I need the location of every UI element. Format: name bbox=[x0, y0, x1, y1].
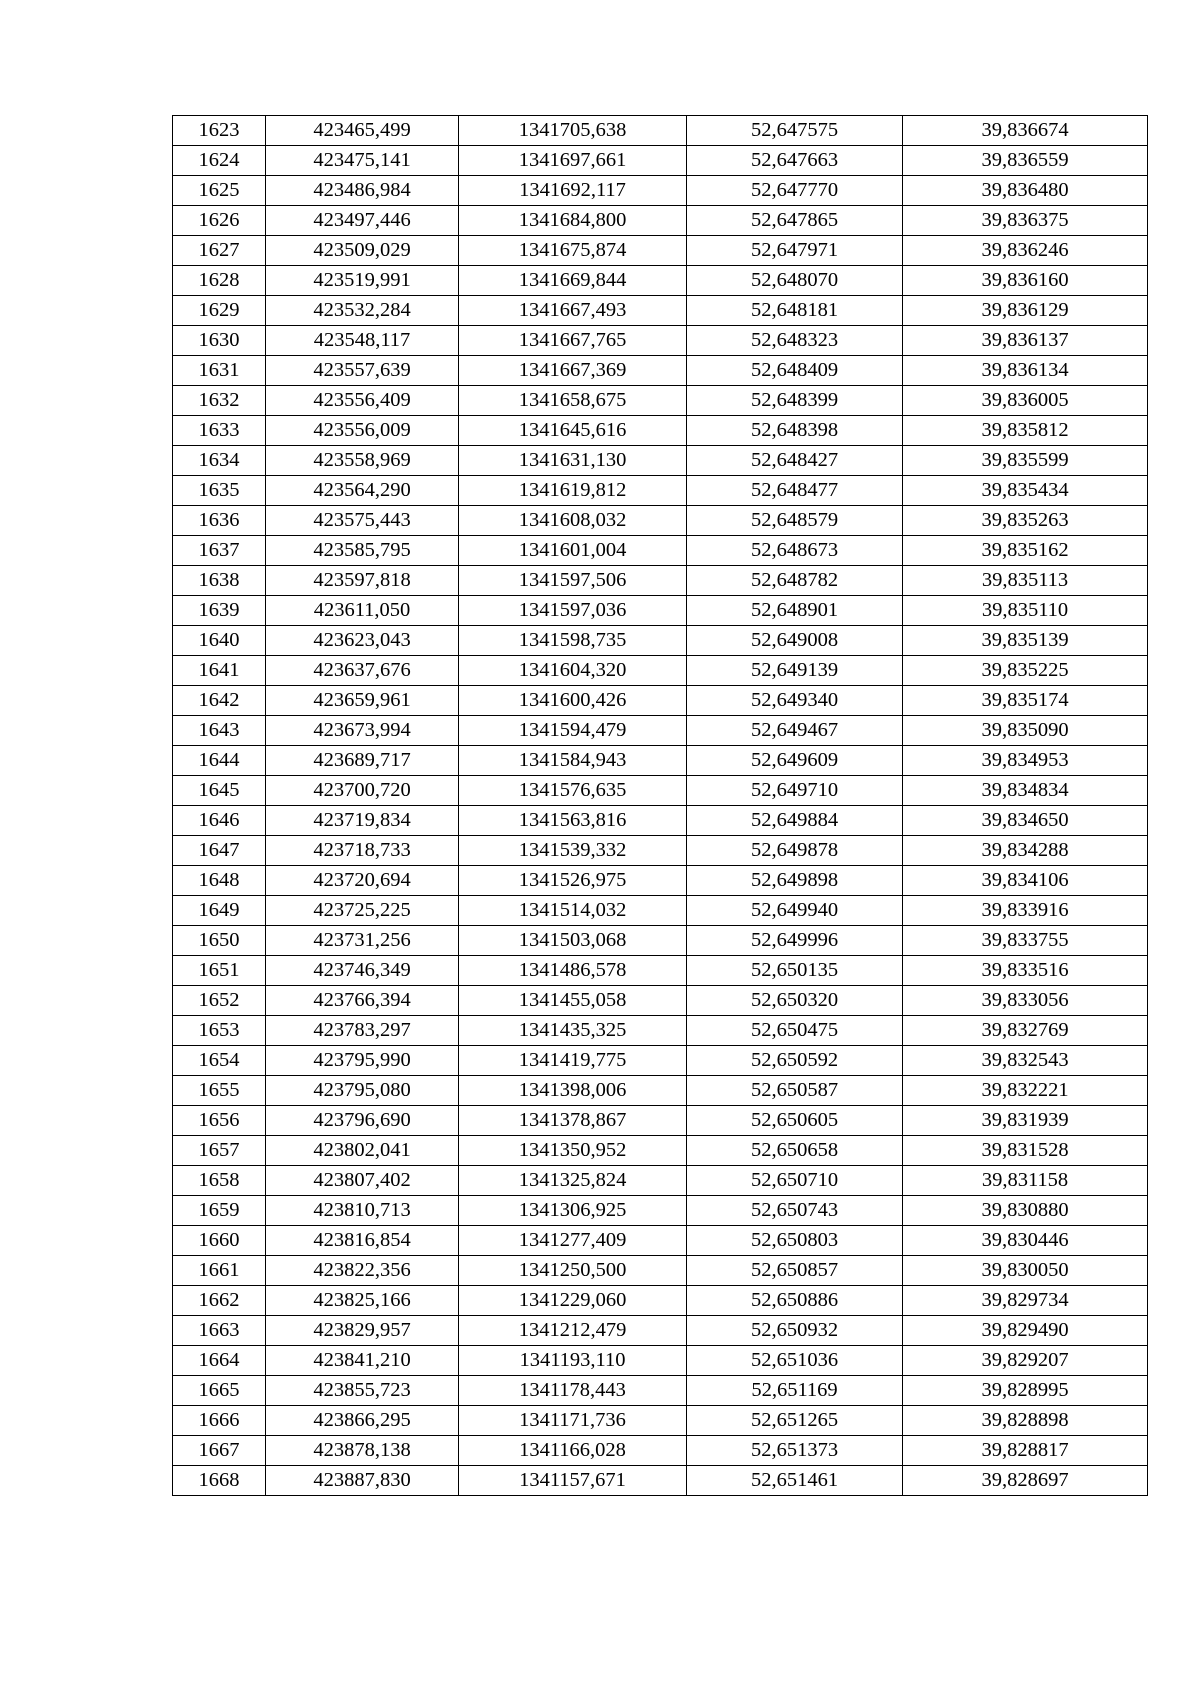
y-coordinate-cell: 1341166,028 bbox=[459, 1436, 687, 1466]
longitude-cell: 39,836246 bbox=[903, 236, 1148, 266]
table-row bbox=[173, 416, 1148, 446]
y-coordinate-cell: 1341277,409 bbox=[459, 1226, 687, 1256]
longitude-cell: 39,833516 bbox=[903, 956, 1148, 986]
longitude-cell: 39,835599 bbox=[903, 446, 1148, 476]
table-row bbox=[173, 116, 1148, 146]
point-number-cell: 1651 bbox=[173, 956, 266, 986]
y-coordinate-cell: 1341597,036 bbox=[459, 596, 687, 626]
x-coordinate-cell: 423796,690 bbox=[266, 1106, 459, 1136]
table-row bbox=[173, 506, 1148, 536]
latitude-cell: 52,647865 bbox=[687, 206, 903, 236]
table-row bbox=[173, 1226, 1148, 1256]
point-number-cell: 1635 bbox=[173, 476, 266, 506]
x-coordinate-cell: 423519,991 bbox=[266, 266, 459, 296]
longitude-cell: 39,836137 bbox=[903, 326, 1148, 356]
x-coordinate-cell: 423597,818 bbox=[266, 566, 459, 596]
x-coordinate-cell: 423532,284 bbox=[266, 296, 459, 326]
longitude-cell: 39,833056 bbox=[903, 986, 1148, 1016]
x-coordinate-cell: 423810,713 bbox=[266, 1196, 459, 1226]
latitude-cell: 52,647663 bbox=[687, 146, 903, 176]
table-row bbox=[173, 446, 1148, 476]
latitude-cell: 52,649710 bbox=[687, 776, 903, 806]
table-row bbox=[173, 356, 1148, 386]
x-coordinate-cell: 423575,443 bbox=[266, 506, 459, 536]
point-number-cell: 1667 bbox=[173, 1436, 266, 1466]
longitude-cell: 39,835113 bbox=[903, 566, 1148, 596]
y-coordinate-cell: 1341619,812 bbox=[459, 476, 687, 506]
longitude-cell: 39,834953 bbox=[903, 746, 1148, 776]
x-coordinate-cell: 423841,210 bbox=[266, 1346, 459, 1376]
x-coordinate-cell: 423673,994 bbox=[266, 716, 459, 746]
latitude-cell: 52,648673 bbox=[687, 536, 903, 566]
y-coordinate-cell: 1341675,874 bbox=[459, 236, 687, 266]
x-coordinate-cell: 423689,717 bbox=[266, 746, 459, 776]
x-coordinate-cell: 423486,984 bbox=[266, 176, 459, 206]
x-coordinate-cell: 423623,043 bbox=[266, 626, 459, 656]
y-coordinate-cell: 1341157,671 bbox=[459, 1466, 687, 1496]
longitude-cell: 39,836480 bbox=[903, 176, 1148, 206]
y-coordinate-cell: 1341539,332 bbox=[459, 836, 687, 866]
point-number-cell: 1664 bbox=[173, 1346, 266, 1376]
table-row bbox=[173, 1166, 1148, 1196]
y-coordinate-cell: 1341306,925 bbox=[459, 1196, 687, 1226]
point-number-cell: 1654 bbox=[173, 1046, 266, 1076]
longitude-cell: 39,834650 bbox=[903, 806, 1148, 836]
y-coordinate-cell: 1341667,493 bbox=[459, 296, 687, 326]
longitude-cell: 39,828817 bbox=[903, 1436, 1148, 1466]
y-coordinate-cell: 1341378,867 bbox=[459, 1106, 687, 1136]
latitude-cell: 52,648409 bbox=[687, 356, 903, 386]
table-row bbox=[173, 236, 1148, 266]
latitude-cell: 52,648070 bbox=[687, 266, 903, 296]
latitude-cell: 52,648477 bbox=[687, 476, 903, 506]
latitude-cell: 52,650658 bbox=[687, 1136, 903, 1166]
latitude-cell: 52,649467 bbox=[687, 716, 903, 746]
latitude-cell: 52,651169 bbox=[687, 1376, 903, 1406]
table-row bbox=[173, 656, 1148, 686]
point-number-cell: 1626 bbox=[173, 206, 266, 236]
latitude-cell: 52,648901 bbox=[687, 596, 903, 626]
latitude-cell: 52,648427 bbox=[687, 446, 903, 476]
longitude-cell: 39,835139 bbox=[903, 626, 1148, 656]
point-number-cell: 1660 bbox=[173, 1226, 266, 1256]
longitude-cell: 39,836005 bbox=[903, 386, 1148, 416]
longitude-cell: 39,836129 bbox=[903, 296, 1148, 326]
longitude-cell: 39,835162 bbox=[903, 536, 1148, 566]
table-row bbox=[173, 596, 1148, 626]
point-number-cell: 1647 bbox=[173, 836, 266, 866]
point-number-cell: 1639 bbox=[173, 596, 266, 626]
point-number-cell: 1652 bbox=[173, 986, 266, 1016]
longitude-cell: 39,836375 bbox=[903, 206, 1148, 236]
table-row bbox=[173, 806, 1148, 836]
point-number-cell: 1648 bbox=[173, 866, 266, 896]
latitude-cell: 52,648399 bbox=[687, 386, 903, 416]
longitude-cell: 39,829490 bbox=[903, 1316, 1148, 1346]
latitude-cell: 52,649884 bbox=[687, 806, 903, 836]
x-coordinate-cell: 423783,297 bbox=[266, 1016, 459, 1046]
table-row bbox=[173, 536, 1148, 566]
longitude-cell: 39,828697 bbox=[903, 1466, 1148, 1496]
point-number-cell: 1638 bbox=[173, 566, 266, 596]
point-number-cell: 1631 bbox=[173, 356, 266, 386]
x-coordinate-cell: 423611,050 bbox=[266, 596, 459, 626]
latitude-cell: 52,650135 bbox=[687, 956, 903, 986]
table-row bbox=[173, 1436, 1148, 1466]
x-coordinate-cell: 423465,499 bbox=[266, 116, 459, 146]
point-number-cell: 1632 bbox=[173, 386, 266, 416]
latitude-cell: 52,650587 bbox=[687, 1076, 903, 1106]
coordinates-table bbox=[172, 115, 1148, 1496]
point-number-cell: 1662 bbox=[173, 1286, 266, 1316]
longitude-cell: 39,830050 bbox=[903, 1256, 1148, 1286]
longitude-cell: 39,828995 bbox=[903, 1376, 1148, 1406]
point-number-cell: 1642 bbox=[173, 686, 266, 716]
y-coordinate-cell: 1341631,130 bbox=[459, 446, 687, 476]
x-coordinate-cell: 423637,676 bbox=[266, 656, 459, 686]
longitude-cell: 39,835263 bbox=[903, 506, 1148, 536]
point-number-cell: 1627 bbox=[173, 236, 266, 266]
y-coordinate-cell: 1341193,110 bbox=[459, 1346, 687, 1376]
latitude-cell: 52,647971 bbox=[687, 236, 903, 266]
longitude-cell: 39,830880 bbox=[903, 1196, 1148, 1226]
y-coordinate-cell: 1341669,844 bbox=[459, 266, 687, 296]
point-number-cell: 1650 bbox=[173, 926, 266, 956]
point-number-cell: 1623 bbox=[173, 116, 266, 146]
table-row bbox=[173, 206, 1148, 236]
y-coordinate-cell: 1341526,975 bbox=[459, 866, 687, 896]
y-coordinate-cell: 1341350,952 bbox=[459, 1136, 687, 1166]
table-row bbox=[173, 1106, 1148, 1136]
latitude-cell: 52,647770 bbox=[687, 176, 903, 206]
longitude-cell: 39,836674 bbox=[903, 116, 1148, 146]
latitude-cell: 52,650886 bbox=[687, 1286, 903, 1316]
latitude-cell: 52,650803 bbox=[687, 1226, 903, 1256]
point-number-cell: 1641 bbox=[173, 656, 266, 686]
y-coordinate-cell: 1341398,006 bbox=[459, 1076, 687, 1106]
point-number-cell: 1658 bbox=[173, 1166, 266, 1196]
point-number-cell: 1630 bbox=[173, 326, 266, 356]
longitude-cell: 39,829734 bbox=[903, 1286, 1148, 1316]
longitude-cell: 39,833755 bbox=[903, 926, 1148, 956]
x-coordinate-cell: 423497,446 bbox=[266, 206, 459, 236]
table-row bbox=[173, 476, 1148, 506]
y-coordinate-cell: 1341645,616 bbox=[459, 416, 687, 446]
y-coordinate-cell: 1341601,004 bbox=[459, 536, 687, 566]
y-coordinate-cell: 1341171,736 bbox=[459, 1406, 687, 1436]
y-coordinate-cell: 1341584,943 bbox=[459, 746, 687, 776]
latitude-cell: 52,650857 bbox=[687, 1256, 903, 1286]
latitude-cell: 52,649609 bbox=[687, 746, 903, 776]
x-coordinate-cell: 423807,402 bbox=[266, 1166, 459, 1196]
latitude-cell: 52,651373 bbox=[687, 1436, 903, 1466]
x-coordinate-cell: 423766,394 bbox=[266, 986, 459, 1016]
table-row bbox=[173, 1406, 1148, 1436]
y-coordinate-cell: 1341212,479 bbox=[459, 1316, 687, 1346]
table-row bbox=[173, 1376, 1148, 1406]
longitude-cell: 39,835110 bbox=[903, 596, 1148, 626]
y-coordinate-cell: 1341563,816 bbox=[459, 806, 687, 836]
point-number-cell: 1657 bbox=[173, 1136, 266, 1166]
table-row bbox=[173, 1316, 1148, 1346]
longitude-cell: 39,831939 bbox=[903, 1106, 1148, 1136]
x-coordinate-cell: 423475,141 bbox=[266, 146, 459, 176]
x-coordinate-cell: 423829,957 bbox=[266, 1316, 459, 1346]
x-coordinate-cell: 423866,295 bbox=[266, 1406, 459, 1436]
x-coordinate-cell: 423746,349 bbox=[266, 956, 459, 986]
y-coordinate-cell: 1341435,325 bbox=[459, 1016, 687, 1046]
x-coordinate-cell: 423585,795 bbox=[266, 536, 459, 566]
point-number-cell: 1640 bbox=[173, 626, 266, 656]
latitude-cell: 52,650320 bbox=[687, 986, 903, 1016]
x-coordinate-cell: 423564,290 bbox=[266, 476, 459, 506]
point-number-cell: 1653 bbox=[173, 1016, 266, 1046]
point-number-cell: 1644 bbox=[173, 746, 266, 776]
longitude-cell: 39,835225 bbox=[903, 656, 1148, 686]
latitude-cell: 52,650605 bbox=[687, 1106, 903, 1136]
y-coordinate-cell: 1341598,735 bbox=[459, 626, 687, 656]
table-row bbox=[173, 1256, 1148, 1286]
longitude-cell: 39,831158 bbox=[903, 1166, 1148, 1196]
latitude-cell: 52,650932 bbox=[687, 1316, 903, 1346]
latitude-cell: 52,649996 bbox=[687, 926, 903, 956]
x-coordinate-cell: 423802,041 bbox=[266, 1136, 459, 1166]
longitude-cell: 39,831528 bbox=[903, 1136, 1148, 1166]
latitude-cell: 52,649940 bbox=[687, 896, 903, 926]
table-row bbox=[173, 776, 1148, 806]
latitude-cell: 52,650475 bbox=[687, 1016, 903, 1046]
y-coordinate-cell: 1341455,058 bbox=[459, 986, 687, 1016]
point-number-cell: 1665 bbox=[173, 1376, 266, 1406]
latitude-cell: 52,648323 bbox=[687, 326, 903, 356]
x-coordinate-cell: 423878,138 bbox=[266, 1436, 459, 1466]
table-row bbox=[173, 866, 1148, 896]
table-row bbox=[173, 1196, 1148, 1226]
longitude-cell: 39,834288 bbox=[903, 836, 1148, 866]
table-row bbox=[173, 626, 1148, 656]
y-coordinate-cell: 1341604,320 bbox=[459, 656, 687, 686]
point-number-cell: 1659 bbox=[173, 1196, 266, 1226]
table-row bbox=[173, 1466, 1148, 1496]
table-row bbox=[173, 1136, 1148, 1166]
coordinates-table-body bbox=[173, 116, 1148, 1496]
latitude-cell: 52,651461 bbox=[687, 1466, 903, 1496]
x-coordinate-cell: 423887,830 bbox=[266, 1466, 459, 1496]
longitude-cell: 39,832543 bbox=[903, 1046, 1148, 1076]
point-number-cell: 1637 bbox=[173, 536, 266, 566]
longitude-cell: 39,832221 bbox=[903, 1076, 1148, 1106]
latitude-cell: 52,649340 bbox=[687, 686, 903, 716]
x-coordinate-cell: 423720,694 bbox=[266, 866, 459, 896]
latitude-cell: 52,650592 bbox=[687, 1046, 903, 1076]
longitude-cell: 39,836134 bbox=[903, 356, 1148, 386]
table-row bbox=[173, 176, 1148, 206]
latitude-cell: 52,648181 bbox=[687, 296, 903, 326]
point-number-cell: 1628 bbox=[173, 266, 266, 296]
x-coordinate-cell: 423731,256 bbox=[266, 926, 459, 956]
table-row bbox=[173, 326, 1148, 356]
point-number-cell: 1629 bbox=[173, 296, 266, 326]
table-row bbox=[173, 266, 1148, 296]
point-number-cell: 1636 bbox=[173, 506, 266, 536]
x-coordinate-cell: 423700,720 bbox=[266, 776, 459, 806]
longitude-cell: 39,835174 bbox=[903, 686, 1148, 716]
y-coordinate-cell: 1341667,765 bbox=[459, 326, 687, 356]
point-number-cell: 1633 bbox=[173, 416, 266, 446]
x-coordinate-cell: 423855,723 bbox=[266, 1376, 459, 1406]
table-row bbox=[173, 686, 1148, 716]
longitude-cell: 39,835434 bbox=[903, 476, 1148, 506]
y-coordinate-cell: 1341229,060 bbox=[459, 1286, 687, 1316]
table-row bbox=[173, 1016, 1148, 1046]
point-number-cell: 1625 bbox=[173, 176, 266, 206]
table-row bbox=[173, 296, 1148, 326]
x-coordinate-cell: 423795,080 bbox=[266, 1076, 459, 1106]
y-coordinate-cell: 1341419,775 bbox=[459, 1046, 687, 1076]
point-number-cell: 1634 bbox=[173, 446, 266, 476]
latitude-cell: 52,649878 bbox=[687, 836, 903, 866]
longitude-cell: 39,833916 bbox=[903, 896, 1148, 926]
table-row bbox=[173, 896, 1148, 926]
y-coordinate-cell: 1341692,117 bbox=[459, 176, 687, 206]
x-coordinate-cell: 423825,166 bbox=[266, 1286, 459, 1316]
y-coordinate-cell: 1341250,500 bbox=[459, 1256, 687, 1286]
table-row bbox=[173, 716, 1148, 746]
x-coordinate-cell: 423718,733 bbox=[266, 836, 459, 866]
x-coordinate-cell: 423816,854 bbox=[266, 1226, 459, 1256]
y-coordinate-cell: 1341325,824 bbox=[459, 1166, 687, 1196]
point-number-cell: 1663 bbox=[173, 1316, 266, 1346]
y-coordinate-cell: 1341597,506 bbox=[459, 566, 687, 596]
y-coordinate-cell: 1341178,443 bbox=[459, 1376, 687, 1406]
point-number-cell: 1655 bbox=[173, 1076, 266, 1106]
x-coordinate-cell: 423719,834 bbox=[266, 806, 459, 836]
x-coordinate-cell: 423822,356 bbox=[266, 1256, 459, 1286]
point-number-cell: 1668 bbox=[173, 1466, 266, 1496]
point-number-cell: 1666 bbox=[173, 1406, 266, 1436]
longitude-cell: 39,835090 bbox=[903, 716, 1148, 746]
table-row bbox=[173, 1046, 1148, 1076]
point-number-cell: 1646 bbox=[173, 806, 266, 836]
longitude-cell: 39,828898 bbox=[903, 1406, 1148, 1436]
table-row bbox=[173, 386, 1148, 416]
table-row bbox=[173, 566, 1148, 596]
y-coordinate-cell: 1341705,638 bbox=[459, 116, 687, 146]
longitude-cell: 39,830446 bbox=[903, 1226, 1148, 1256]
latitude-cell: 52,648579 bbox=[687, 506, 903, 536]
y-coordinate-cell: 1341684,800 bbox=[459, 206, 687, 236]
y-coordinate-cell: 1341576,635 bbox=[459, 776, 687, 806]
point-number-cell: 1624 bbox=[173, 146, 266, 176]
longitude-cell: 39,836160 bbox=[903, 266, 1148, 296]
x-coordinate-cell: 423659,961 bbox=[266, 686, 459, 716]
point-number-cell: 1643 bbox=[173, 716, 266, 746]
x-coordinate-cell: 423548,117 bbox=[266, 326, 459, 356]
latitude-cell: 52,648782 bbox=[687, 566, 903, 596]
x-coordinate-cell: 423556,409 bbox=[266, 386, 459, 416]
point-number-cell: 1649 bbox=[173, 896, 266, 926]
y-coordinate-cell: 1341667,369 bbox=[459, 356, 687, 386]
table-row bbox=[173, 146, 1148, 176]
table-row bbox=[173, 926, 1148, 956]
x-coordinate-cell: 423558,969 bbox=[266, 446, 459, 476]
latitude-cell: 52,651265 bbox=[687, 1406, 903, 1436]
x-coordinate-cell: 423556,009 bbox=[266, 416, 459, 446]
latitude-cell: 52,647575 bbox=[687, 116, 903, 146]
latitude-cell: 52,649008 bbox=[687, 626, 903, 656]
y-coordinate-cell: 1341514,032 bbox=[459, 896, 687, 926]
table-row bbox=[173, 956, 1148, 986]
latitude-cell: 52,648398 bbox=[687, 416, 903, 446]
y-coordinate-cell: 1341658,675 bbox=[459, 386, 687, 416]
x-coordinate-cell: 423509,029 bbox=[266, 236, 459, 266]
longitude-cell: 39,835812 bbox=[903, 416, 1148, 446]
latitude-cell: 52,650710 bbox=[687, 1166, 903, 1196]
y-coordinate-cell: 1341594,479 bbox=[459, 716, 687, 746]
y-coordinate-cell: 1341697,661 bbox=[459, 146, 687, 176]
point-number-cell: 1661 bbox=[173, 1256, 266, 1286]
longitude-cell: 39,829207 bbox=[903, 1346, 1148, 1376]
latitude-cell: 52,650743 bbox=[687, 1196, 903, 1226]
latitude-cell: 52,649139 bbox=[687, 656, 903, 686]
x-coordinate-cell: 423795,990 bbox=[266, 1046, 459, 1076]
table-row bbox=[173, 1076, 1148, 1106]
y-coordinate-cell: 1341486,578 bbox=[459, 956, 687, 986]
y-coordinate-cell: 1341503,068 bbox=[459, 926, 687, 956]
table-row bbox=[173, 1286, 1148, 1316]
longitude-cell: 39,832769 bbox=[903, 1016, 1148, 1046]
table-row bbox=[173, 746, 1148, 776]
x-coordinate-cell: 423725,225 bbox=[266, 896, 459, 926]
point-number-cell: 1656 bbox=[173, 1106, 266, 1136]
longitude-cell: 39,836559 bbox=[903, 146, 1148, 176]
x-coordinate-cell: 423557,639 bbox=[266, 356, 459, 386]
table-row bbox=[173, 986, 1148, 1016]
y-coordinate-cell: 1341600,426 bbox=[459, 686, 687, 716]
latitude-cell: 52,649898 bbox=[687, 866, 903, 896]
y-coordinate-cell: 1341608,032 bbox=[459, 506, 687, 536]
point-number-cell: 1645 bbox=[173, 776, 266, 806]
longitude-cell: 39,834106 bbox=[903, 866, 1148, 896]
table-row bbox=[173, 836, 1148, 866]
table-row bbox=[173, 1346, 1148, 1376]
longitude-cell: 39,834834 bbox=[903, 776, 1148, 806]
latitude-cell: 52,651036 bbox=[687, 1346, 903, 1376]
